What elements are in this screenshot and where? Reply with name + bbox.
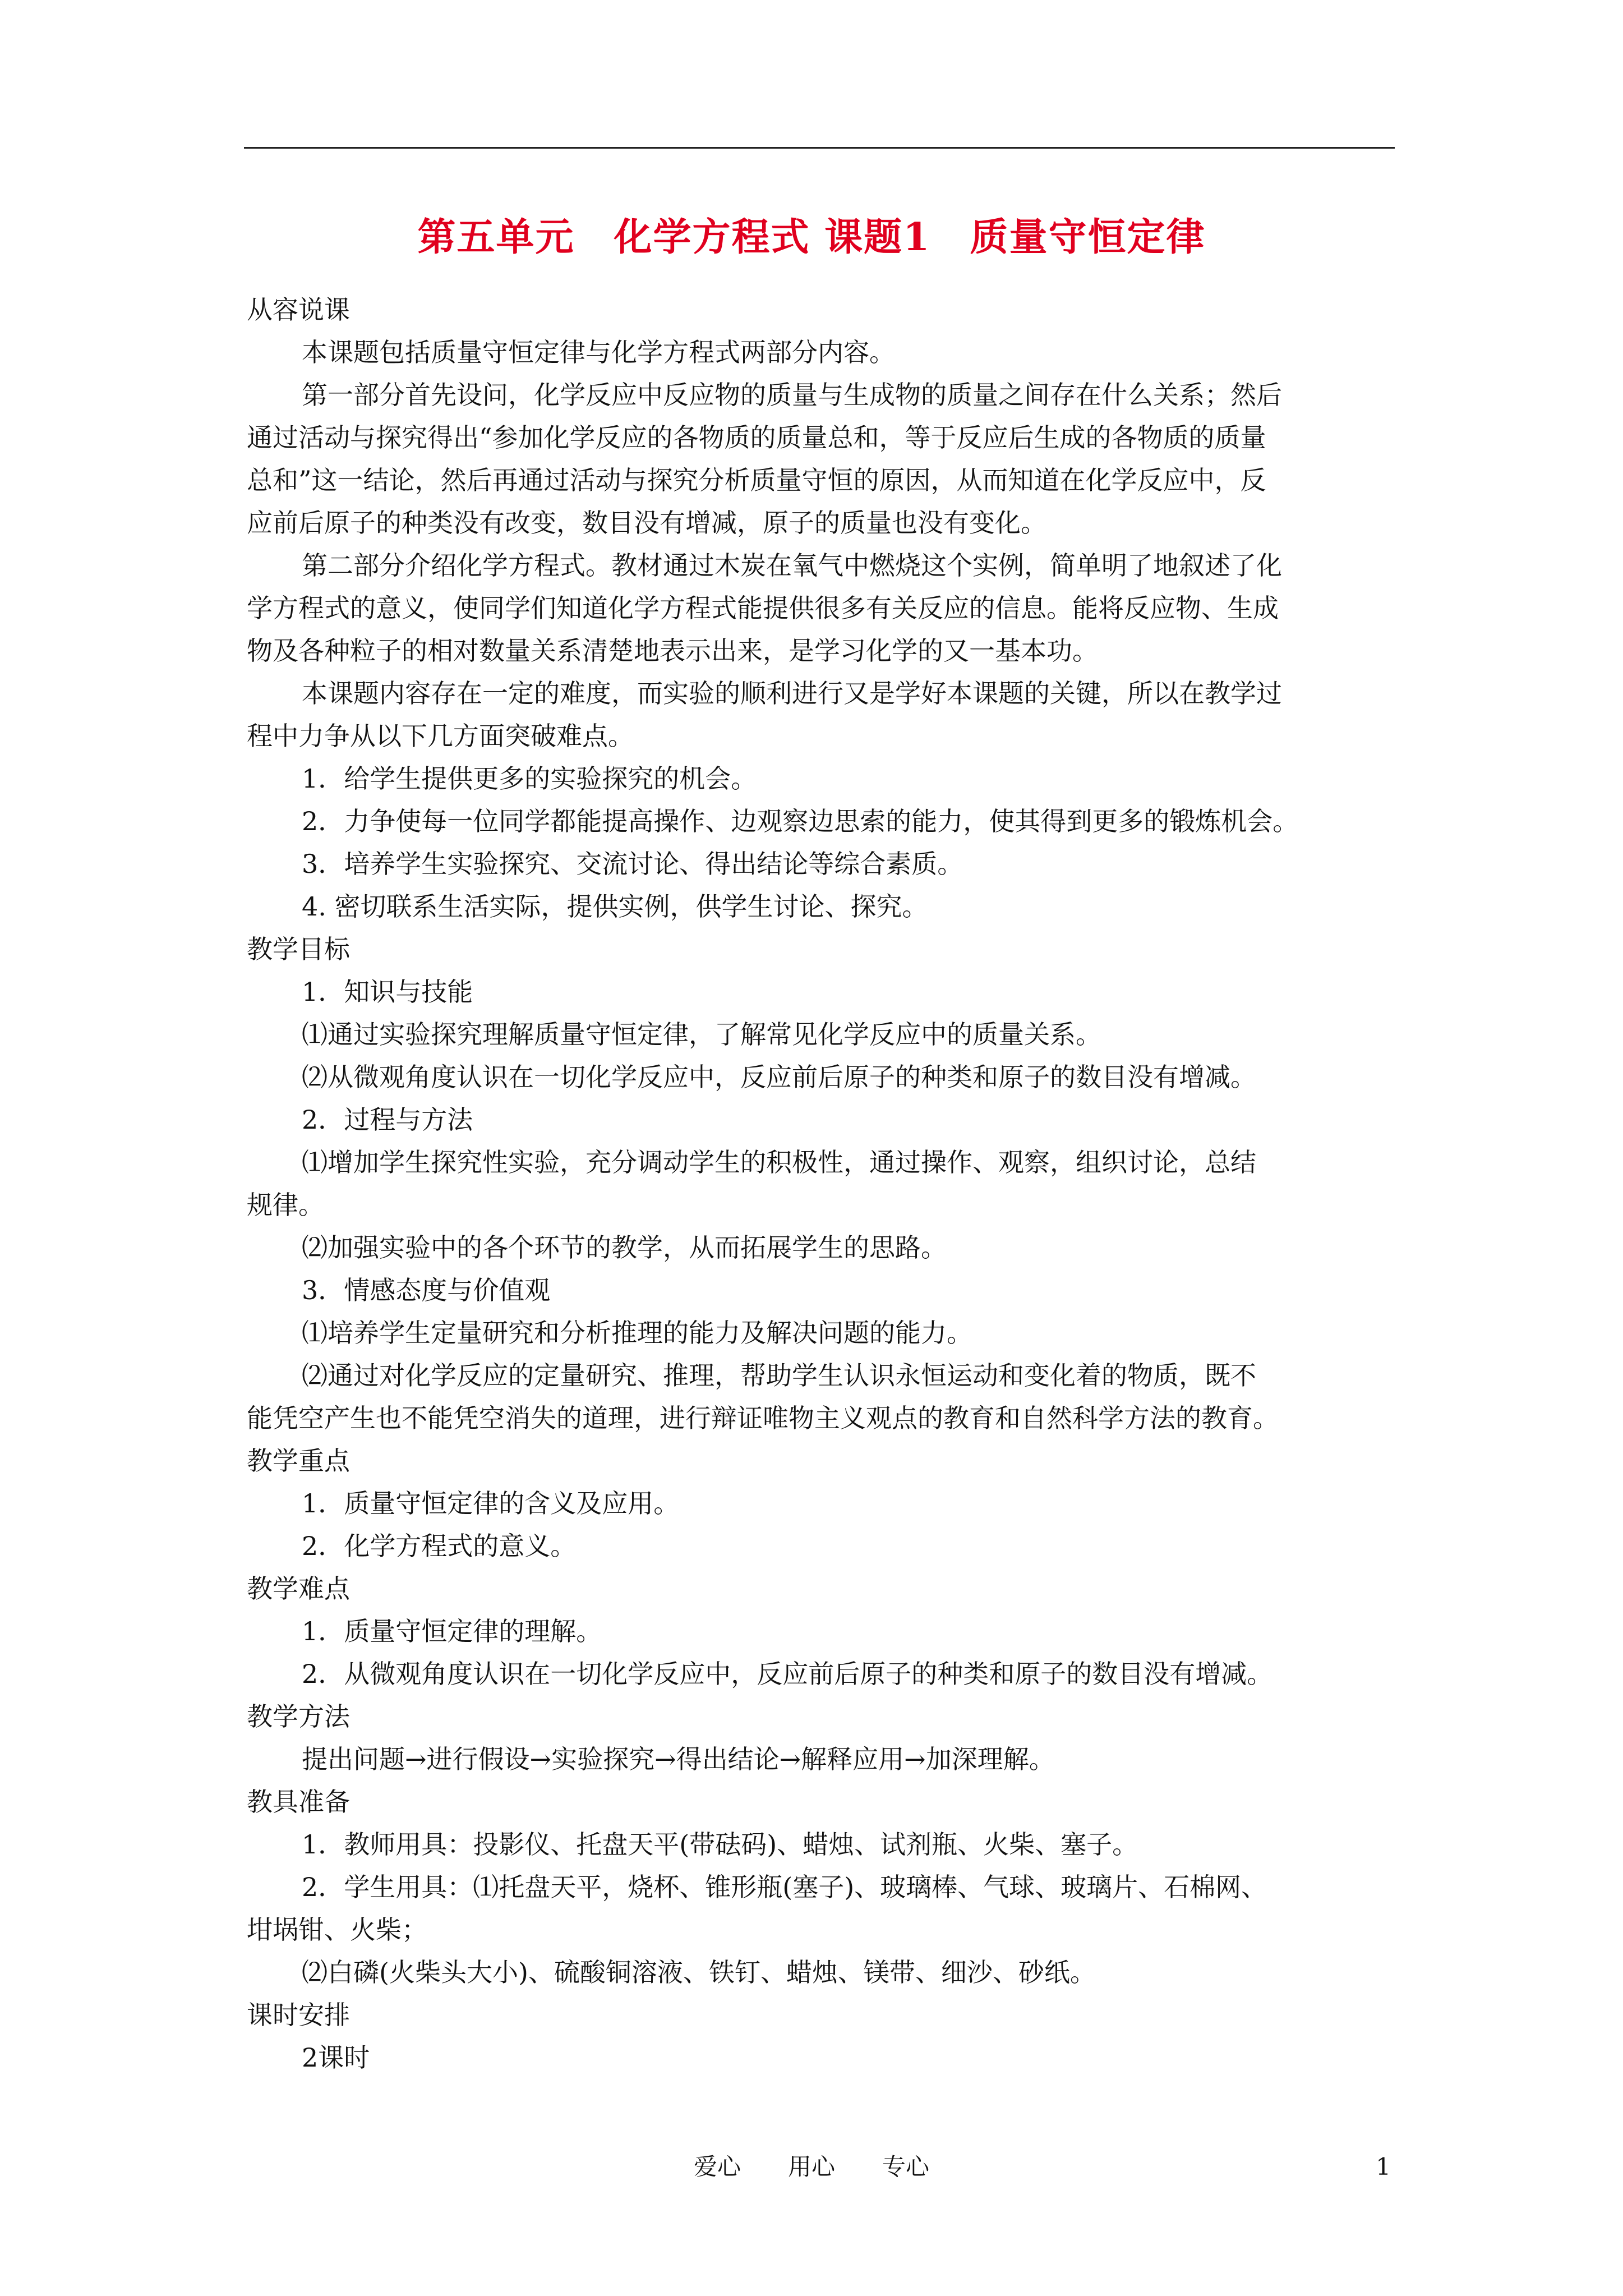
paragraph-line: 物及各种粒子的相对数量关系清楚地表示出来，是学习化学的又一基本功。 — [247, 636, 1098, 666]
paragraph-line: 1．质量守恒定律的理解。 — [302, 1616, 602, 1646]
paragraph-line: 2．学生用具：⑴托盘天平，烧杯、锥形瓶(塞子)、玻璃棒、气球、玻璃片、石棉网、 — [302, 1872, 1267, 1902]
paragraph-line: 第二部分介绍化学方程式。教材通过木炭在氧气中燃烧这个实例，简单明了地叙述了化 — [302, 550, 1282, 581]
paragraph-line: 2课时 — [302, 2042, 370, 2073]
section-heading: 课时安排 — [247, 2000, 350, 2030]
paragraph-line: ⑵从微观角度认识在一切化学反应中，反应前后原子的种类和原子的数目没有增减。 — [302, 1062, 1256, 1092]
header-rule — [244, 147, 1395, 149]
paragraph-line: ⑵通过对化学反应的定量研究、推理，帮助学生认识永恒运动和变化着的物质，既不 — [302, 1360, 1256, 1391]
paragraph-line: 2．过程与方法 — [302, 1105, 473, 1135]
document-body — [247, 288, 1394, 2079]
paragraph-line: 2．从微观角度认识在一切化学反应中，反应前后原子的种类和原子的数目没有增减。 — [302, 1659, 1273, 1689]
section-heading: 教学目标 — [247, 934, 350, 964]
paragraph-line: 坩埚钳、火柴； — [247, 1915, 427, 1945]
paragraph-line: 本课题内容存在一定的难度，而实验的顺利进行又是学好本课题的关键，所以在教学过 — [302, 678, 1282, 708]
page-footer — [0, 2147, 1623, 2187]
section-heading: 教学重点 — [247, 1446, 350, 1476]
paragraph-line: 1．给学生提供更多的实验探究的机会。 — [302, 763, 757, 794]
paragraph-line: ⑴增加学生探究性实验，充分调动学生的积极性，通过操作、观察，组织讨论，总结 — [302, 1147, 1256, 1177]
paragraph-line: 程中力争从以下几方面突破难点。 — [247, 721, 634, 751]
section-heading: 从容说课 — [247, 295, 350, 325]
paragraph-line: 总和”这一结论，然后再通过活动与探究分析质量守恒的原因，从而知道在化学反应中，反 — [247, 465, 1266, 495]
paragraph-line: 能凭空产生也不能凭空消失的道理，进行辩证唯物主义观点的教育和自然科学方法的教育。 — [247, 1403, 1279, 1433]
paragraph-line: 规律。 — [247, 1190, 324, 1220]
paragraph-line: 3．情感态度与价值观 — [302, 1275, 551, 1305]
paragraph-line: 提出问题→进行假设→实验探究→得出结论→解释应用→加深理解。 — [302, 1744, 1055, 1774]
paragraph-line: 2．力争使每一位同学都能提高操作、边观察边思索的能力，使其得到更多的锻炼机会。 — [302, 806, 1299, 836]
paragraph-line: 1．质量守恒定律的含义及应用。 — [302, 1488, 680, 1519]
paragraph-line: 1．教师用具：投影仪、托盘天平(带砝码)、蜡烛、试剂瓶、火柴、塞子。 — [302, 1829, 1138, 1860]
paragraph-line: 本课题包括质量守恒定律与化学方程式两部分内容。 — [302, 337, 895, 367]
paragraph-line: 应前后原子的种类没有改变，数目没有增减，原子的质量也没有变化。 — [247, 508, 1046, 538]
footer-motto: 爱心 用心 专心 — [693, 2153, 929, 2180]
paragraph-line: 4. 密切联系生活实际，提供实例，供学生讨论、探究。 — [302, 891, 928, 922]
document-title: 第五单元 化学方程式 课题1 质量守恒定律 — [417, 215, 1206, 260]
paragraph-line: ⑴通过实验探究理解质量守恒定律，了解常见化学反应中的质量关系。 — [302, 1019, 1101, 1050]
paragraph-line: 1．知识与技能 — [302, 977, 473, 1007]
paragraph-line: 学方程式的意义，使同学们知道化学方程式能提供很多有关反应的信息。能将反应物、生成 — [247, 593, 1279, 623]
section-heading: 教具准备 — [247, 1787, 350, 1817]
paragraph-line: 第一部分首先设问，化学反应中反应物的质量与生成物的质量之间存在什么关系；然后 — [302, 380, 1282, 410]
section-heading: 教学难点 — [247, 1573, 350, 1604]
paragraph-line: ⑵加强实验中的各个环节的教学，从而拓展学生的思路。 — [302, 1232, 947, 1263]
paragraph-line: 2．化学方程式的意义。 — [302, 1531, 577, 1561]
page-number: 1 — [1376, 2153, 1391, 2180]
paragraph-line: ⑵白磷(火柴头大小)、硫酸铜溶液、铁钉、蜡烛、镁带、细沙、砂纸。 — [302, 1957, 1096, 1987]
paragraph-line: ⑴培养学生定量研究和分析推理的能力及解决问题的能力。 — [302, 1318, 972, 1348]
paragraph-line: 通过活动与探究得出“参加化学反应的各物质的质量总和，等于反应后生成的各物质的质量 — [247, 422, 1266, 453]
section-heading: 教学方法 — [247, 1701, 350, 1732]
paragraph-line: 3．培养学生实验探究、交流讨论、得出结论等综合素质。 — [302, 849, 963, 879]
